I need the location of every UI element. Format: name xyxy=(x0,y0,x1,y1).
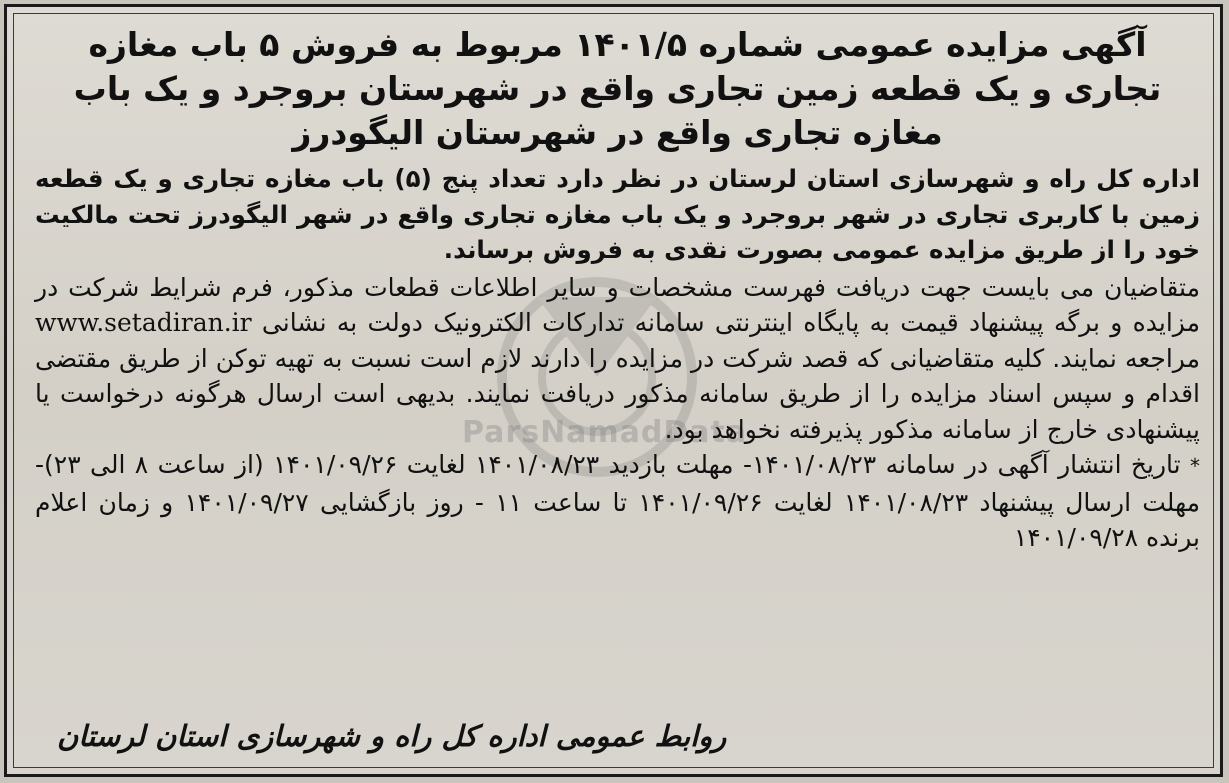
advertisement-frame xyxy=(4,4,1223,777)
asterisk-marker: * xyxy=(1190,454,1200,478)
instructions-text-2: مراجعه نمایند. کلیه متقاضیانی که قصد شرکت در مزایده را دارند لازم است نسبت به تهیه توکن از طریق مقتضی اقدام و سپس اسناد مزایده را از طریق سامانه مذکور دریافت نمایند. بدیهی است ارسال هرگونه درخواست یا پیشنهادی خارج از سامانه مذکور پذیرفته نخواهد بود. xyxy=(35,343,1200,444)
paragraph-instructions xyxy=(35,270,1200,448)
notice-content xyxy=(35,23,1200,556)
instructions-text-1: متقاضیان می بایست جهت دریافت فهرست مشخصات و سایر اطلاعات قطعات مذکور، فرم شرایط شرکت در مزایده و برگه پیشنهاد قیمت به پایگاه اینترنتی سامانه تدارکات الکترونیک دولت به نشانی xyxy=(35,272,1200,337)
dates-text: تاریخ انتشار آگهی در سامانه ۱۴۰۱/۰۸/۲۳- مهلت بازدید ۱۴۰۱/۰۸/۲۳ لغایت ۱۴۰۱/۰۹/۲۶ (از ساعت ۸ الی ۲۳)- مهلت ارسال پیشنهاد ۱۴۰۱/۰۸/۲۳ لغایت ۱۴۰۱/۰۹/۲۶ تا ساعت ۱۱ - روز بازگشایی ۱۴۰۱/۰۹/۲۷ و زمان اعلام برنده ۱۴۰۱/۰۹/۲۸ xyxy=(35,450,1200,552)
website-link[interactable]: www.setadiran.ir xyxy=(35,308,252,337)
paragraph-dates xyxy=(35,447,1200,556)
paragraph-intro: اداره کل راه و شهرسازی استان لرستان در نظر دارد تعداد پنج (۵) باب مغازه تجاری و یک قطعه زمین با کاربری تجاری در شهر بروجرد و یک باب مغازه تجاری واقع در شهر الیگودرز تحت مالکیت خود را از طریق مزایده عمومی بصورت نقدی به فروش برساند. xyxy=(35,164,1201,264)
watermark-text: ParsNamadData xyxy=(462,415,748,450)
notice-title: آگهی مزایده عمومی شماره ۱۴۰۱/۵ مربوط به فروش ۵ باب مغازه تجاری و یک قطعه زمین تجاری واقع در شهرستان بروجرد و یک باب مغازه تجاری واقع در شهرستان الیگودرز xyxy=(73,25,1162,152)
footer-signature: روابط عمومی اداره کل راه و شهرسازی استان لرستان xyxy=(57,719,727,753)
